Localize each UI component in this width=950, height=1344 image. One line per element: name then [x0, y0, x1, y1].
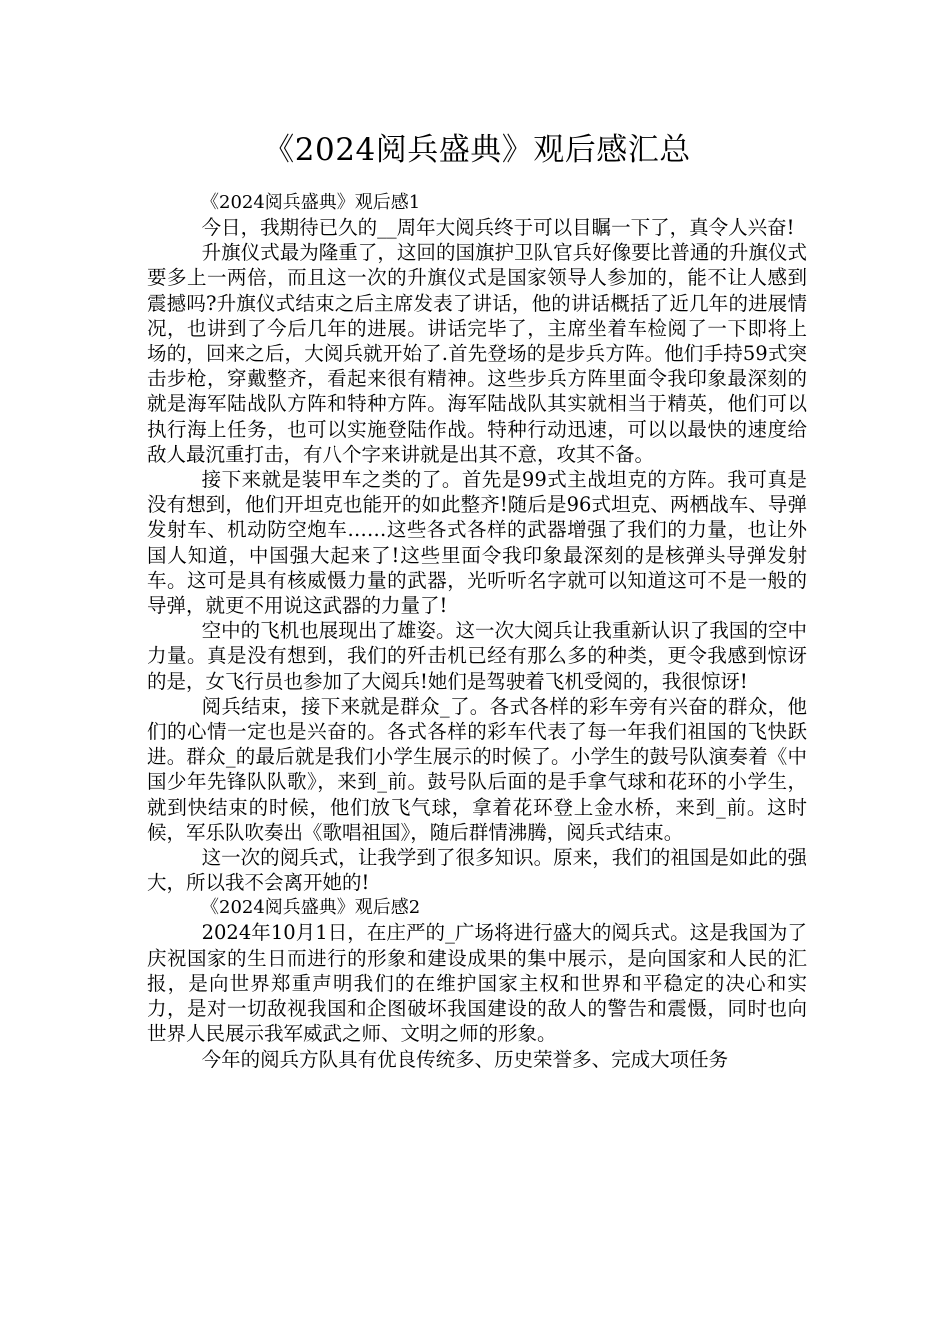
document-title: 《2024阅兵盛典》观后感汇总	[263, 132, 691, 168]
essay-section-2	[147, 895, 807, 1071]
paragraph: 升旗仪式最为隆重了，这回的国旗护卫队官兵好像要比普通的升旗仪式要多上一两倍，而且这一次的升旗仪式是国家领导人参加的，能不让人感到震撼吗?升旗仪式结束之后主席发表了讲话，他的讲话概括了近几年的进展情况，也讲到了今后几年的进展。讲话完毕了，主席坐着车检阅了一下即将上场的，回来之后，大阅兵就开始了.首先登场的是步兵方阵。他们手持59式突击步枪，穿戴整齐，看起来很有精神。这些步兵方阵里面令我印象最深刻的就是海军陆战队方阵和特种方阵。海军陆战队其实就相当于精英，他们可以执行海上任务，也可以实施登陆作战。特种行动迅速，可以以最快的速度给敌人最沉重打击，有八个字来讲就是出其不意，攻其不备。	[147, 241, 807, 466]
paragraph: 今日，我期待已久的__周年大阅兵终于可以目瞩一下了，真令人兴奋!	[201, 216, 795, 239]
paragraph: 2024年10月1日，在庄严的_广场将进行盛大的阅兵式。这是我国为了庆祝国家的生日而进行的形象和建设成果的集中展示，是向国家和人民的汇报，是向世界郑重声明我们的在维护国家主权和世界和平稳定的决心和实力，是对一切敌视我国和企图破坏我国建设的敌人的警告和震慑，同时也向世界人民展示我军威武之师、文明之师的形象。	[147, 921, 807, 1046]
section-heading: 《2024阅兵盛典》观后感1	[201, 192, 421, 213]
paragraph: 今年的阅兵方队具有优良传统多、历史荣誉多、完成大项任务	[201, 1047, 729, 1071]
document-page	[147, 128, 807, 1072]
essay-section-1	[147, 190, 807, 895]
paragraph: 接下来就是装甲车之类的了。首先是99式主战坦克的方阵。我可真是没有想到，他们开坦克也能开的如此整齐!随后是96式坦克、两栖战车、导弹发射车、机动防空炮车……这些各式各样的武器增强了我们的力量，也让外国人知道，中国强大起来了!这些里面令我印象最深刻的是核弹头导弹发射车。这可是具有核威慑力量的武器，光听听名字就可以知道这可不是一般的导弹，就更不用说这武器的力量了!	[147, 468, 807, 618]
section-heading: 《2024阅兵盛典》观后感2	[201, 897, 421, 919]
paragraph: 空中的飞机也展现出了雄姿。这一次大阅兵让我重新认识了我国的空中力量。真是没有想到，我们的歼击机已经有那么多的种类，更令我感到惊讶的是，女飞行员也参加了大阅兵!她们是驾驶着飞机受阅的，我很惊讶!	[147, 619, 807, 693]
paragraph: 阅兵结束，接下来就是群众_了。各式各样的彩车旁有兴奋的群众，他们的心情一定也是兴奋的。各式各样的彩车代表了每一年我们祖国的飞快跃进。群众_的最后就是我们小学生展示的时候了。小学生的鼓号队演奏着《中国少年先锋队队歌》，来到_前。鼓号队后面的是手拿气球和花环的小学生，就到快结束的时候，他们放飞气球，拿着花环登上金水桥，来到_前。这时候，军乐队吹奏出《歌唱祖国》，随后群情沸腾，阅兵式结束。	[147, 694, 807, 844]
paragraph: 这一次的阅兵式，让我学到了很多知识。原来，我们的祖国是如此的强大，所以我不会离开她的!	[147, 846, 807, 895]
